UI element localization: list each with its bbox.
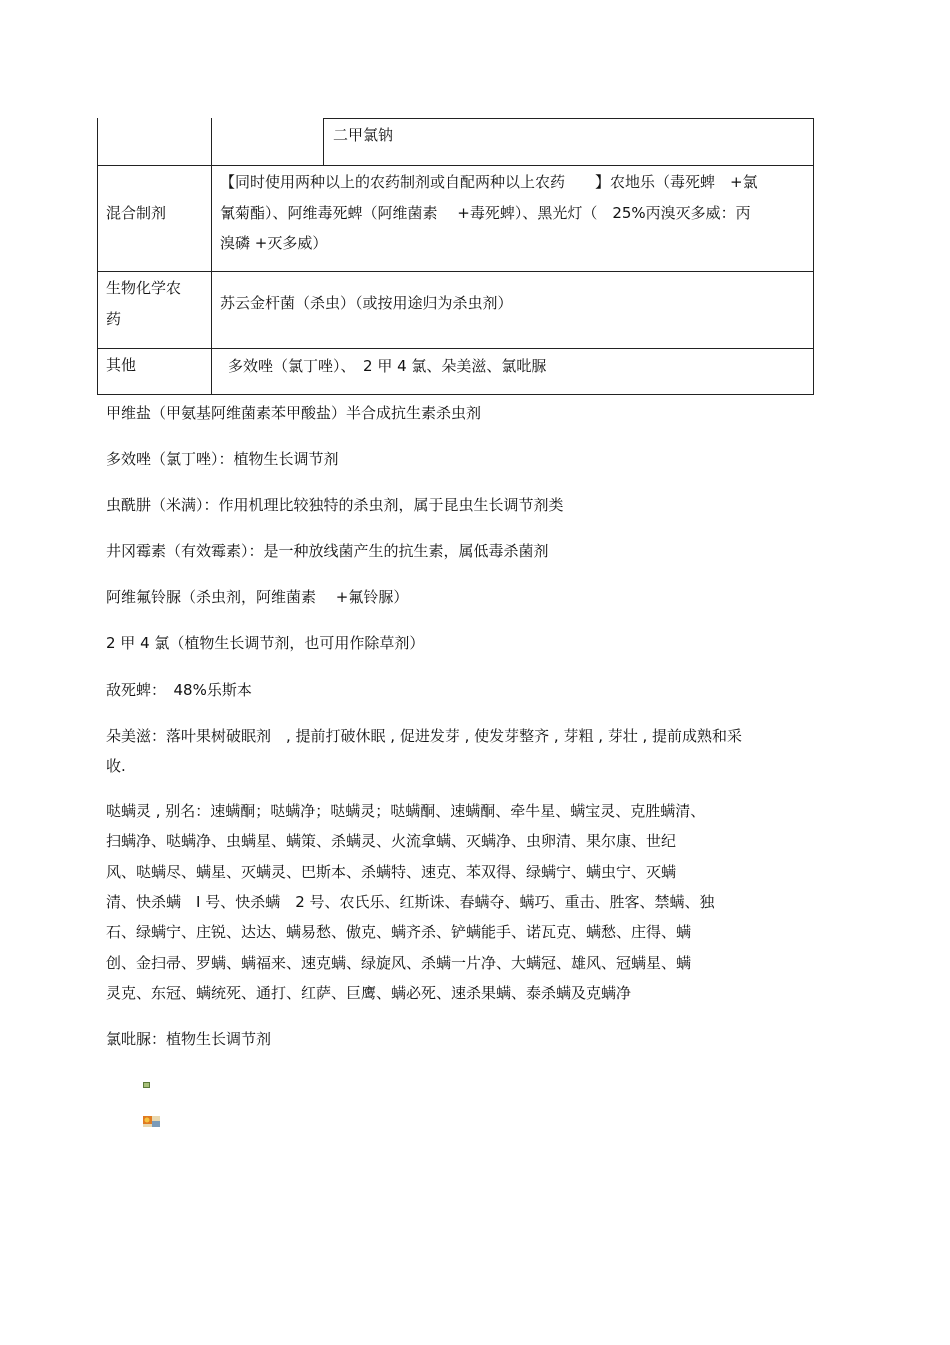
table-border-right (813, 118, 814, 395)
table-border-bottom (97, 394, 814, 395)
table-cell-row2-content: 苏云金杆菌（杀虫）（或按用途归为杀虫剂） (220, 294, 513, 312)
paragraph-2jia4lv: 2 甲 4 氯（植物生长调节剂，也可用作除草剂） (106, 634, 425, 652)
paragraph-aweifulingniao: 阿维氟铃脲（杀虫剂，阿维菌素 +氟铃脲） (106, 588, 409, 606)
paragraph-dahuiling-line7: 灵克、东冠、螨统死、通打、红萨、巨鹰、螨必死、速杀果螨、泰杀螨及克螨净 (106, 984, 632, 1002)
paragraph-dahuiling-line5: 石、绿螨宁、庄锐、达达、螨易愁、傲克、螨齐杀、铲螨能手、诺瓦克、螨愁、庄得、螨 (106, 923, 692, 941)
table-cell-row3-content: 多效唑（氯丁唑）、 2 甲 4 氯、朵美滋、氯吡脲 (228, 357, 547, 375)
table-cell-row1-line1: 【同时使用两种以上的农药制剂或自配两种以上农药 】农地乐（毒死蜱 +氯 (220, 173, 758, 191)
table-cell-row0-col3: 二甲氯钠 (333, 126, 394, 144)
table-cell-row3-label: 其他 (106, 356, 137, 374)
table-row-divider-3 (97, 348, 814, 349)
paragraph-dahuiling-line3: 风、哒螨尽、螨星、灭螨灵、巴斯本、杀螨特、速克、苯双得、绿螨宁、螨虫宁、灭螨 (106, 863, 677, 881)
paragraph-dahuiling-line1: 哒螨灵 , 别名：速螨酮；哒螨净；哒螨灵；哒螨酮、速螨酮、牵牛星、螨宝灵、克胜螨清、 (106, 802, 706, 820)
table-cell-row1-line3: 溴磷 +灭多威） (220, 234, 328, 252)
paragraph-duoxiaozuo: 多效唑（氯丁唑）：植物生长调节剂 (106, 450, 339, 468)
table-border-left (97, 118, 98, 395)
paragraph-jinggangmeisu: 井冈霉素（有效霉素）：是一种放线菌产生的抗生素，属低毒杀菌剂 (106, 542, 549, 560)
table-cell-row1-line2: 氰菊酯）、阿维毒死蜱（阿维菌素 +毒死蜱）、黑光灯（ 25%丙溴灭多威：丙 (220, 204, 751, 222)
paragraph-duomeizi-line1: 朵美滋：落叶果树破眠剂 , 提前打破休眠 , 促进发芽 , 使发芽整齐 , 芽粗 , 芽壮 , 提前成熟和采 (106, 727, 743, 745)
table-border-top-partial (323, 118, 814, 119)
paragraph-lvbiniao: 氯吡脲：植物生长调节剂 (106, 1030, 272, 1048)
table-divider-col2 (323, 118, 324, 165)
picture-icon (143, 1116, 160, 1127)
paragraph-dahuiling-line6: 创、金扫帚、罗螨、螨福来、速克螨、绿旋风、杀螨一片净、大螨冠、雄风、冠螨星、螨 (106, 954, 692, 972)
paragraph-chongxianjing: 虫酰肼（米满）：作用机理比较独特的杀虫剂，属于昆虫生长调节剂类 (106, 496, 564, 514)
paragraph-jiaweiyan: 甲维盐（甲氨基阿维菌素苯甲酸盐）半合成抗生素杀虫剂 (106, 404, 482, 422)
paragraph-dahuiling-line4: 清、快杀螨 Ⅰ 号、快杀螨 2 号、农氏乐、红斯诛、春螨夺、螨巧、重击、胜客、禁螨、独 (106, 893, 715, 911)
table-cell-row2-label-line2: 药 (106, 310, 122, 328)
table-divider-col1 (211, 118, 212, 395)
small-image-icon (143, 1082, 150, 1088)
paragraph-dahuiling-line2: 扫螨净、哒螨净、虫螨星、螨策、杀螨灵、火流拿螨、灭螨净、虫卵清、果尔康、世纪 (106, 832, 677, 850)
paragraph-disibei: 敌死蜱： 48%乐斯本 (106, 681, 252, 699)
paragraph-duomeizi-line2: 收. (106, 757, 126, 775)
table-cell-row1-label: 混合制剂 (106, 204, 167, 222)
table-row-divider-2 (97, 271, 814, 272)
table-cell-row2-label-line1: 生物化学农 (106, 279, 182, 297)
table-row-divider-1 (97, 165, 814, 166)
pesticide-table (97, 118, 814, 395)
